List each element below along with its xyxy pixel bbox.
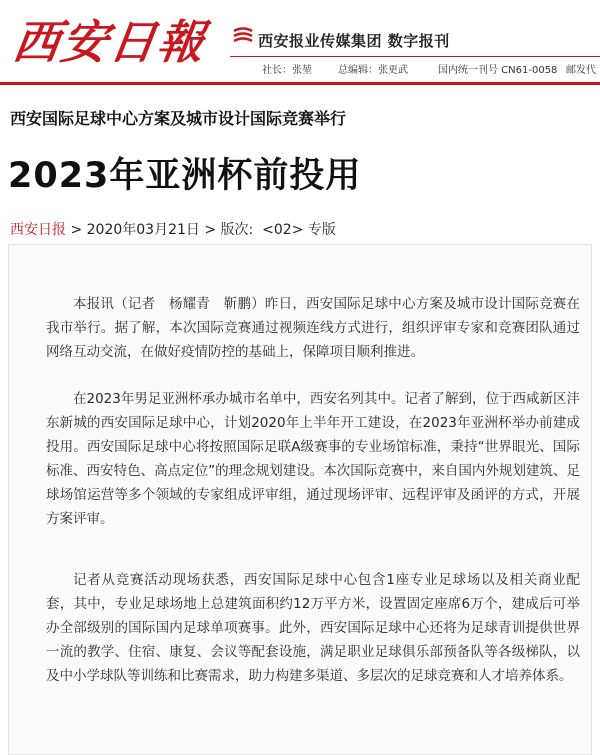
article-title: 2023年亚洲杯前投用 <box>8 156 362 196</box>
article-paragraph: 在2023年男足亚洲杯承办城市名单中，西安名列其中。记者了解到，位于西咸新区沣东新城的西安国际足球中心，计划2020年上半年开工建设，在2023年亚洲杯举办前建成投用。西安国际足球中心将按照国际足联A级赛事的专业场馆标准，秉持“世界眼光、国际标准、西安特色、高点定位”的理念规划建设。本次国际竞赛中，来自国内外规划建筑、足球场馆运营等多个领域的专家组成评审组，通过现场评审、远程评审及函评的方式，开展方案评审。 <box>46 391 580 527</box>
masthead <box>0 0 600 80</box>
newspaper-logo[interactable]: 西安日報 <box>9 15 210 69</box>
postal-label: 邮发代 <box>566 65 596 76</box>
masthead-meta <box>230 56 600 79</box>
article-subtitle: 西安国际足球中心方案及城市设计国际竞赛举行 <box>10 109 347 128</box>
breadcrumb-paper-link[interactable]: 西安日报 <box>10 222 66 238</box>
breadcrumb-date[interactable]: 2020年03月21日 <box>86 222 200 238</box>
header-divider <box>0 82 600 85</box>
edition-label: 版次: <box>220 222 254 238</box>
breadcrumb-separator: > <box>66 222 87 238</box>
breadcrumb-separator: > <box>199 222 221 238</box>
section-name[interactable]: 专版 <box>307 222 336 238</box>
president-label: 社长：张堃 <box>262 65 312 76</box>
group-name: 西安报业传媒集团 数字报刊 <box>258 32 450 50</box>
group-logo-icon <box>232 27 254 45</box>
article-paragraph: 本报讯（记者 杨耀青 靳鹏）昨日，西安国际足球中心方案及城市设计国际竞赛在我市举行。据了解，本次国际竞赛通过视频连线方式进行，组织评审专家和竞赛团队通过网络互动交流，在做好疫情防控的基础上，保障项目顺利推进。 <box>46 296 580 360</box>
article-paragraph: 记者从竞赛活动现场获悉，西安国际足球中心包含1座专业足球场以及相关商业配套，其中，专业足球场地上总建筑面积约12万平方米，设置固定座席6万个，建成后可举办全部级别的国际国内足球单项赛事。此外，西安国际足球中心还将为足球青训提供世界一流的教学、住宿、康复、会议等配套设施，满足职业足球俱乐部预备队等各级梯队，以及中小学球队等训练和比赛需求，助力构建多渠道、多层次的足球竞赛和人才培养体系。 <box>46 572 580 684</box>
chief-editor-label: 总编辑：张更武 <box>338 65 408 76</box>
issn-label: 国内统一刊号 CN61-0058 <box>438 65 558 76</box>
edition-number[interactable]: <02> <box>262 222 304 238</box>
breadcrumb <box>10 219 336 239</box>
